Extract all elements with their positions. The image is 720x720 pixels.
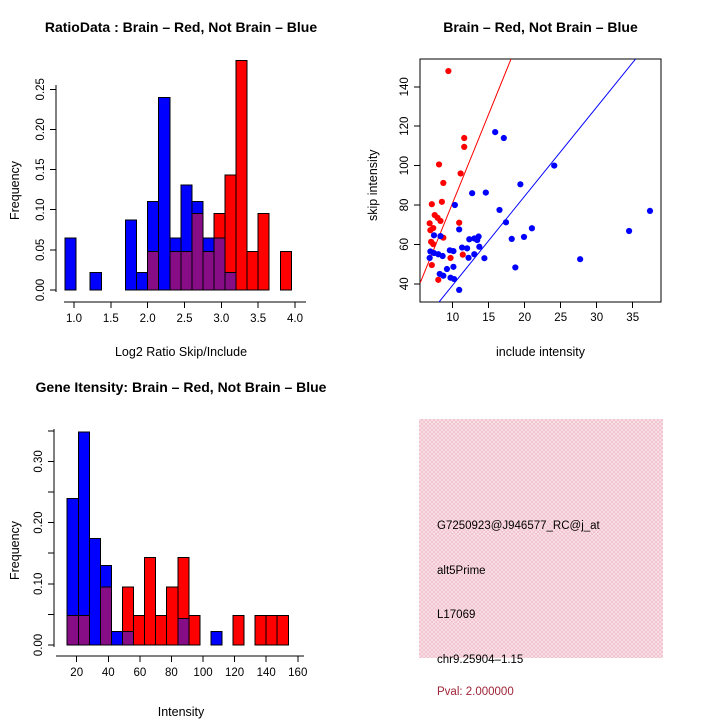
data-point — [626, 228, 632, 234]
svg-text:0.10: 0.10 — [33, 572, 45, 595]
overlap-bar — [214, 238, 225, 290]
histogram-bars — [65, 60, 291, 290]
data-point — [440, 273, 446, 279]
data-point — [435, 277, 441, 283]
svg-text:160: 160 — [288, 667, 308, 679]
blue-bar — [148, 202, 159, 252]
ratio-hist-title: RatioData : Brain – Red, Not Brain – Blue — [44, 19, 318, 35]
data-point — [461, 135, 467, 141]
svg-text:40: 40 — [101, 667, 115, 679]
svg-text:0.30: 0.30 — [33, 450, 45, 473]
svg-text:0.00: 0.00 — [35, 278, 47, 302]
data-point — [427, 227, 433, 233]
data-point — [509, 236, 515, 242]
y-axis — [33, 429, 54, 656]
gene-hist-title: Gene Itensity: Brain – Red, Not Brain – Blue — [35, 379, 327, 395]
svg-text:0.05: 0.05 — [35, 238, 47, 262]
overlap-bar — [178, 619, 189, 645]
blue-bar — [90, 272, 101, 290]
svg-text:0.00: 0.00 — [33, 633, 45, 657]
red-bar — [214, 214, 225, 238]
gene-histogram-plot — [0, 360, 360, 720]
red-bar — [178, 557, 189, 618]
overlap-bar — [78, 616, 89, 645]
data-point — [440, 253, 446, 259]
red-bar — [277, 616, 288, 645]
data-point — [456, 220, 462, 226]
svg-text:20: 20 — [70, 667, 84, 679]
data-point — [464, 245, 470, 251]
data-point — [458, 170, 464, 176]
x-axis — [64, 302, 306, 325]
svg-text:2.5: 2.5 — [176, 313, 193, 325]
red-bar — [167, 587, 178, 645]
y-axis — [399, 77, 420, 290]
data-point — [439, 199, 445, 205]
red-bar — [145, 557, 156, 645]
blue-bar — [126, 220, 137, 290]
overlap-bar — [192, 214, 203, 290]
data-point — [492, 129, 498, 135]
data-point — [461, 144, 467, 150]
data-point — [577, 256, 583, 262]
data-point — [427, 255, 433, 261]
data-point — [501, 135, 507, 141]
svg-text:0.20: 0.20 — [33, 511, 45, 534]
blue-bar — [100, 565, 111, 586]
data-point — [476, 233, 482, 239]
data-point — [451, 276, 457, 282]
red-bar — [156, 616, 167, 645]
data-point — [460, 252, 466, 258]
pval-text: Pval: 2.000000 — [437, 686, 514, 698]
data-point — [465, 255, 471, 261]
blue-bar — [137, 272, 148, 290]
svg-text:0.25: 0.25 — [35, 78, 47, 101]
y-axis — [35, 78, 56, 301]
svg-text:80: 80 — [399, 198, 411, 212]
overlap-bar — [170, 251, 181, 290]
data-point — [445, 68, 451, 74]
svg-text:2.0: 2.0 — [139, 313, 156, 325]
red-bar — [189, 616, 200, 645]
overlap-bar — [100, 587, 111, 645]
svg-text:120: 120 — [225, 667, 245, 679]
overlap-bar — [225, 272, 236, 290]
gene-hist-xlabel: Intensity — [157, 705, 205, 719]
blue-bar — [159, 97, 170, 290]
svg-text:3.5: 3.5 — [250, 313, 267, 325]
svg-text:25: 25 — [554, 312, 568, 324]
data-point — [456, 287, 462, 293]
data-point — [430, 241, 436, 247]
data-point — [452, 202, 458, 208]
blue-bar — [181, 185, 192, 252]
blue-bar — [111, 632, 122, 645]
svg-text:0.20: 0.20 — [35, 118, 47, 141]
overlap-bar — [181, 251, 192, 290]
overlap-bar — [148, 251, 159, 290]
scatter-ylabel: skip intensity — [366, 149, 380, 221]
svg-text:100: 100 — [193, 667, 213, 679]
blue-bar — [211, 632, 222, 645]
data-point — [456, 226, 462, 232]
svg-text:15: 15 — [482, 312, 496, 324]
svg-text:1.5: 1.5 — [102, 313, 119, 325]
svg-text:4.0: 4.0 — [287, 313, 304, 325]
blue-bar — [78, 432, 89, 616]
data-point — [436, 161, 442, 167]
red-bar — [225, 175, 236, 272]
data-point — [431, 232, 437, 238]
data-point — [512, 264, 518, 270]
blue-bar — [170, 238, 181, 252]
blue-bar — [192, 202, 203, 214]
histogram-bars — [67, 432, 288, 645]
svg-text:30: 30 — [590, 312, 604, 324]
svg-text:0.15: 0.15 — [35, 158, 47, 181]
data-point — [447, 255, 453, 261]
data-point — [471, 251, 477, 257]
gene-hist-ylabel: Frequency — [8, 520, 22, 580]
red-bar — [236, 60, 247, 290]
data-point — [496, 207, 502, 213]
data-point — [551, 163, 557, 169]
svg-text:35: 35 — [626, 312, 640, 324]
red-bar — [122, 587, 133, 632]
accession-text: L17069 — [437, 609, 476, 621]
data-point — [469, 190, 475, 196]
red-bar — [266, 616, 277, 645]
x-axis — [56, 656, 307, 679]
scatter-title: Brain – Red, Not Brain – Blue — [443, 19, 638, 35]
data-point — [521, 234, 527, 240]
data-point — [437, 233, 443, 239]
blue-bar — [65, 238, 76, 290]
locus-text: chr9.25904–1.15 — [437, 654, 524, 666]
scatter-points-not-brain — [427, 129, 654, 293]
ratio-hist-ylabel: Frequency — [8, 160, 22, 220]
x-axis — [446, 302, 639, 324]
ratio-histogram-plot — [0, 0, 360, 360]
overlap-bar — [203, 251, 214, 290]
scatter-xlabel: include intensity — [496, 345, 585, 359]
probe-id-text: G7250923@J946577_RC@j_at — [437, 520, 600, 532]
intensity-scatter-plot — [360, 0, 720, 360]
data-point — [437, 218, 443, 224]
data-point — [450, 248, 456, 254]
data-point — [444, 266, 450, 272]
red-bar — [280, 251, 291, 290]
red-bar — [258, 214, 269, 290]
svg-text:20: 20 — [518, 312, 532, 324]
svg-text:0.10: 0.10 — [35, 198, 47, 221]
blue-bar — [89, 539, 100, 645]
svg-text:1.0: 1.0 — [66, 313, 82, 325]
info-panel — [419, 419, 663, 698]
overlap-bar — [67, 616, 78, 645]
data-point — [647, 208, 653, 214]
svg-text:120: 120 — [399, 116, 411, 136]
data-point — [529, 225, 535, 231]
overlap-bar — [122, 632, 133, 645]
data-point — [440, 180, 446, 186]
data-point — [481, 255, 487, 261]
data-point — [483, 189, 489, 195]
data-point — [503, 219, 509, 225]
svg-text:100: 100 — [399, 156, 411, 176]
data-point — [429, 201, 435, 207]
ratio-hist-xlabel: Log2 Ratio Skip/Include — [114, 345, 248, 359]
svg-text:10: 10 — [446, 312, 460, 324]
svg-text:40: 40 — [399, 277, 411, 291]
data-point — [517, 181, 523, 187]
blue-bar — [67, 499, 78, 616]
data-point — [476, 244, 482, 250]
svg-text:60: 60 — [399, 238, 411, 251]
event-type-text: alt5Prime — [437, 565, 486, 577]
red-bar — [233, 616, 244, 645]
svg-text:60: 60 — [133, 667, 147, 679]
red-bar — [247, 251, 258, 290]
red-bar — [255, 616, 266, 645]
data-point — [450, 264, 456, 270]
blue-bar — [203, 238, 214, 252]
svg-text:140: 140 — [256, 667, 276, 679]
svg-text:140: 140 — [399, 77, 411, 97]
svg-text:80: 80 — [165, 667, 178, 679]
red-bar — [134, 616, 145, 645]
svg-text:3.0: 3.0 — [213, 313, 230, 325]
data-point — [429, 262, 435, 268]
